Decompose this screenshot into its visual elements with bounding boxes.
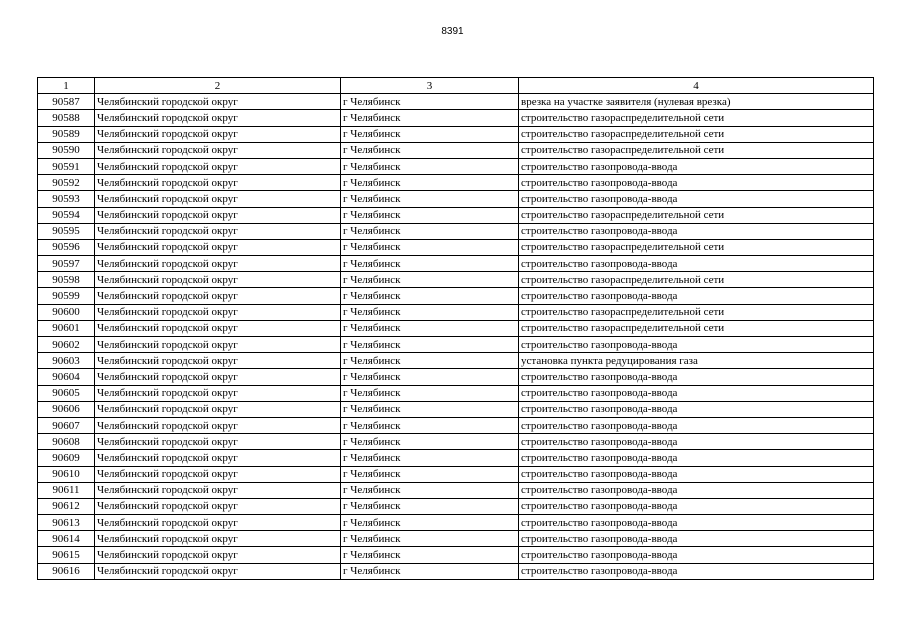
municipality-cell: Челябинский городской округ bbox=[95, 191, 341, 207]
locality-cell: г Челябинск bbox=[341, 434, 519, 450]
row-number-cell: 90615 bbox=[38, 547, 95, 563]
work-type-cell: строительство газораспределительной сети bbox=[519, 304, 874, 320]
locality-cell: г Челябинск bbox=[341, 353, 519, 369]
municipality-cell: Челябинский городской округ bbox=[95, 466, 341, 482]
municipality-cell: Челябинский городской округ bbox=[95, 531, 341, 547]
municipality-cell: Челябинский городской округ bbox=[95, 94, 341, 110]
table-row bbox=[38, 256, 874, 272]
table-row bbox=[38, 450, 874, 466]
row-number-cell: 90591 bbox=[38, 158, 95, 174]
table-row bbox=[38, 239, 874, 255]
work-type-cell: строительство газораспределительной сети bbox=[519, 320, 874, 336]
table-row bbox=[38, 385, 874, 401]
registry-table bbox=[37, 77, 874, 580]
locality-cell: г Челябинск bbox=[341, 191, 519, 207]
row-number-cell: 90616 bbox=[38, 563, 95, 579]
row-number-cell: 90600 bbox=[38, 304, 95, 320]
municipality-cell: Челябинский городской округ bbox=[95, 110, 341, 126]
municipality-cell: Челябинский городской округ bbox=[95, 563, 341, 579]
table-row bbox=[38, 175, 874, 191]
table-row bbox=[38, 207, 874, 223]
work-type-cell: врезка на участке заявителя (нулевая врезка) bbox=[519, 94, 874, 110]
table-row bbox=[38, 272, 874, 288]
row-number-cell: 90593 bbox=[38, 191, 95, 207]
locality-cell: г Челябинск bbox=[341, 94, 519, 110]
header-cell-2: 2 bbox=[95, 78, 341, 94]
work-type-cell: строительство газопровода-ввода bbox=[519, 563, 874, 579]
locality-cell: г Челябинск bbox=[341, 126, 519, 142]
work-type-cell: строительство газораспределительной сети bbox=[519, 207, 874, 223]
locality-cell: г Челябинск bbox=[341, 531, 519, 547]
locality-cell: г Челябинск bbox=[341, 385, 519, 401]
row-number-cell: 90592 bbox=[38, 175, 95, 191]
table-row bbox=[38, 547, 874, 563]
table-row bbox=[38, 531, 874, 547]
work-type-cell: строительство газораспределительной сети bbox=[519, 126, 874, 142]
municipality-cell: Челябинский городской округ bbox=[95, 272, 341, 288]
municipality-cell: Челябинский городской округ bbox=[95, 158, 341, 174]
table-row bbox=[38, 417, 874, 433]
locality-cell: г Челябинск bbox=[341, 110, 519, 126]
row-number-cell: 90603 bbox=[38, 353, 95, 369]
row-number-cell: 90609 bbox=[38, 450, 95, 466]
locality-cell: г Челябинск bbox=[341, 288, 519, 304]
work-type-cell: строительство газопровода-ввода bbox=[519, 337, 874, 353]
municipality-cell: Челябинский городской округ bbox=[95, 515, 341, 531]
municipality-cell: Челябинский городской округ bbox=[95, 239, 341, 255]
locality-cell: г Челябинск bbox=[341, 547, 519, 563]
row-number-cell: 90589 bbox=[38, 126, 95, 142]
table-row bbox=[38, 498, 874, 514]
municipality-cell: Челябинский городской округ bbox=[95, 126, 341, 142]
locality-cell: г Челябинск bbox=[341, 256, 519, 272]
municipality-cell: Челябинский городской округ bbox=[95, 256, 341, 272]
row-number-cell: 90604 bbox=[38, 369, 95, 385]
locality-cell: г Челябинск bbox=[341, 563, 519, 579]
row-number-cell: 90612 bbox=[38, 498, 95, 514]
row-number-cell: 90594 bbox=[38, 207, 95, 223]
row-number-cell: 90613 bbox=[38, 515, 95, 531]
work-type-cell: строительство газопровода-ввода bbox=[519, 223, 874, 239]
table-row bbox=[38, 110, 874, 126]
municipality-cell: Челябинский городской округ bbox=[95, 450, 341, 466]
row-number-cell: 90590 bbox=[38, 142, 95, 158]
locality-cell: г Челябинск bbox=[341, 401, 519, 417]
table-row bbox=[38, 466, 874, 482]
work-type-cell: строительство газопровода-ввода bbox=[519, 547, 874, 563]
locality-cell: г Челябинск bbox=[341, 304, 519, 320]
row-number-cell: 90587 bbox=[38, 94, 95, 110]
work-type-cell: строительство газопровода-ввода bbox=[519, 498, 874, 514]
municipality-cell: Челябинский городской округ bbox=[95, 353, 341, 369]
locality-cell: г Челябинск bbox=[341, 142, 519, 158]
table-row bbox=[38, 482, 874, 498]
locality-cell: г Челябинск bbox=[341, 450, 519, 466]
locality-cell: г Челябинск bbox=[341, 417, 519, 433]
row-number-cell: 90614 bbox=[38, 531, 95, 547]
table-row bbox=[38, 223, 874, 239]
locality-cell: г Челябинск bbox=[341, 175, 519, 191]
table-row bbox=[38, 563, 874, 579]
table-row bbox=[38, 304, 874, 320]
work-type-cell: строительство газопровода-ввода bbox=[519, 450, 874, 466]
table-body bbox=[38, 94, 874, 580]
table-row bbox=[38, 191, 874, 207]
municipality-cell: Челябинский городской округ bbox=[95, 337, 341, 353]
municipality-cell: Челябинский городской округ bbox=[95, 401, 341, 417]
row-number-cell: 90605 bbox=[38, 385, 95, 401]
row-number-cell: 90599 bbox=[38, 288, 95, 304]
locality-cell: г Челябинск bbox=[341, 482, 519, 498]
row-number-cell: 90595 bbox=[38, 223, 95, 239]
table-row bbox=[38, 288, 874, 304]
table-row bbox=[38, 401, 874, 417]
municipality-cell: Челябинский городской округ bbox=[95, 369, 341, 385]
municipality-cell: Челябинский городской округ bbox=[95, 434, 341, 450]
work-type-cell: строительство газопровода-ввода bbox=[519, 482, 874, 498]
municipality-cell: Челябинский городской округ bbox=[95, 304, 341, 320]
municipality-cell: Челябинский городской округ bbox=[95, 417, 341, 433]
municipality-cell: Челябинский городской округ bbox=[95, 547, 341, 563]
work-type-cell: строительство газораспределительной сети bbox=[519, 272, 874, 288]
locality-cell: г Челябинск bbox=[341, 466, 519, 482]
municipality-cell: Челябинский городской округ bbox=[95, 498, 341, 514]
page-number: 8391 bbox=[441, 26, 464, 37]
table-row bbox=[38, 320, 874, 336]
municipality-cell: Челябинский городской округ bbox=[95, 207, 341, 223]
locality-cell: г Челябинск bbox=[341, 498, 519, 514]
locality-cell: г Челябинск bbox=[341, 320, 519, 336]
work-type-cell: строительство газопровода-ввода bbox=[519, 288, 874, 304]
work-type-cell: строительство газопровода-ввода bbox=[519, 385, 874, 401]
table-row bbox=[38, 369, 874, 385]
locality-cell: г Челябинск bbox=[341, 158, 519, 174]
header-cell-4: 4 bbox=[519, 78, 874, 94]
work-type-cell: строительство газопровода-ввода bbox=[519, 515, 874, 531]
row-number-cell: 90596 bbox=[38, 239, 95, 255]
municipality-cell: Челябинский городской округ bbox=[95, 223, 341, 239]
table-row bbox=[38, 126, 874, 142]
work-type-cell: строительство газопровода-ввода bbox=[519, 158, 874, 174]
header-row bbox=[38, 78, 874, 94]
row-number-cell: 90597 bbox=[38, 256, 95, 272]
row-number-cell: 90598 bbox=[38, 272, 95, 288]
row-number-cell: 90601 bbox=[38, 320, 95, 336]
locality-cell: г Челябинск bbox=[341, 239, 519, 255]
work-type-cell: строительство газопровода-ввода bbox=[519, 434, 874, 450]
table-row bbox=[38, 158, 874, 174]
work-type-cell: строительство газораспределительной сети bbox=[519, 110, 874, 126]
row-number-cell: 90607 bbox=[38, 417, 95, 433]
work-type-cell: строительство газопровода-ввода bbox=[519, 256, 874, 272]
table-row bbox=[38, 142, 874, 158]
work-type-cell: строительство газопровода-ввода bbox=[519, 531, 874, 547]
table-row bbox=[38, 337, 874, 353]
table-header bbox=[38, 78, 874, 94]
row-number-cell: 90606 bbox=[38, 401, 95, 417]
table-row bbox=[38, 434, 874, 450]
locality-cell: г Челябинск bbox=[341, 207, 519, 223]
locality-cell: г Челябинск bbox=[341, 369, 519, 385]
work-type-cell: строительство газораспределительной сети bbox=[519, 142, 874, 158]
municipality-cell: Челябинский городской округ bbox=[95, 142, 341, 158]
table-row bbox=[38, 353, 874, 369]
work-type-cell: строительство газопровода-ввода bbox=[519, 175, 874, 191]
row-number-cell: 90610 bbox=[38, 466, 95, 482]
municipality-cell: Челябинский городской округ bbox=[95, 482, 341, 498]
table-row bbox=[38, 515, 874, 531]
row-number-cell: 90602 bbox=[38, 337, 95, 353]
row-number-cell: 90611 bbox=[38, 482, 95, 498]
work-type-cell: строительство газопровода-ввода bbox=[519, 401, 874, 417]
work-type-cell: строительство газопровода-ввода bbox=[519, 466, 874, 482]
municipality-cell: Челябинский городской округ bbox=[95, 320, 341, 336]
municipality-cell: Челябинский городской округ bbox=[95, 385, 341, 401]
work-type-cell: строительство газопровода-ввода bbox=[519, 191, 874, 207]
table-row bbox=[38, 94, 874, 110]
row-number-cell: 90608 bbox=[38, 434, 95, 450]
locality-cell: г Челябинск bbox=[341, 223, 519, 239]
work-type-cell: строительство газораспределительной сети bbox=[519, 239, 874, 255]
municipality-cell: Челябинский городской округ bbox=[95, 175, 341, 191]
locality-cell: г Челябинск bbox=[341, 272, 519, 288]
work-type-cell: установка пункта редуцирования газа bbox=[519, 353, 874, 369]
work-type-cell: строительство газопровода-ввода bbox=[519, 369, 874, 385]
locality-cell: г Челябинск bbox=[341, 337, 519, 353]
header-cell-3: 3 bbox=[341, 78, 519, 94]
header-cell-1: 1 bbox=[38, 78, 95, 94]
locality-cell: г Челябинск bbox=[341, 515, 519, 531]
municipality-cell: Челябинский городской округ bbox=[95, 288, 341, 304]
work-type-cell: строительство газопровода-ввода bbox=[519, 417, 874, 433]
row-number-cell: 90588 bbox=[38, 110, 95, 126]
